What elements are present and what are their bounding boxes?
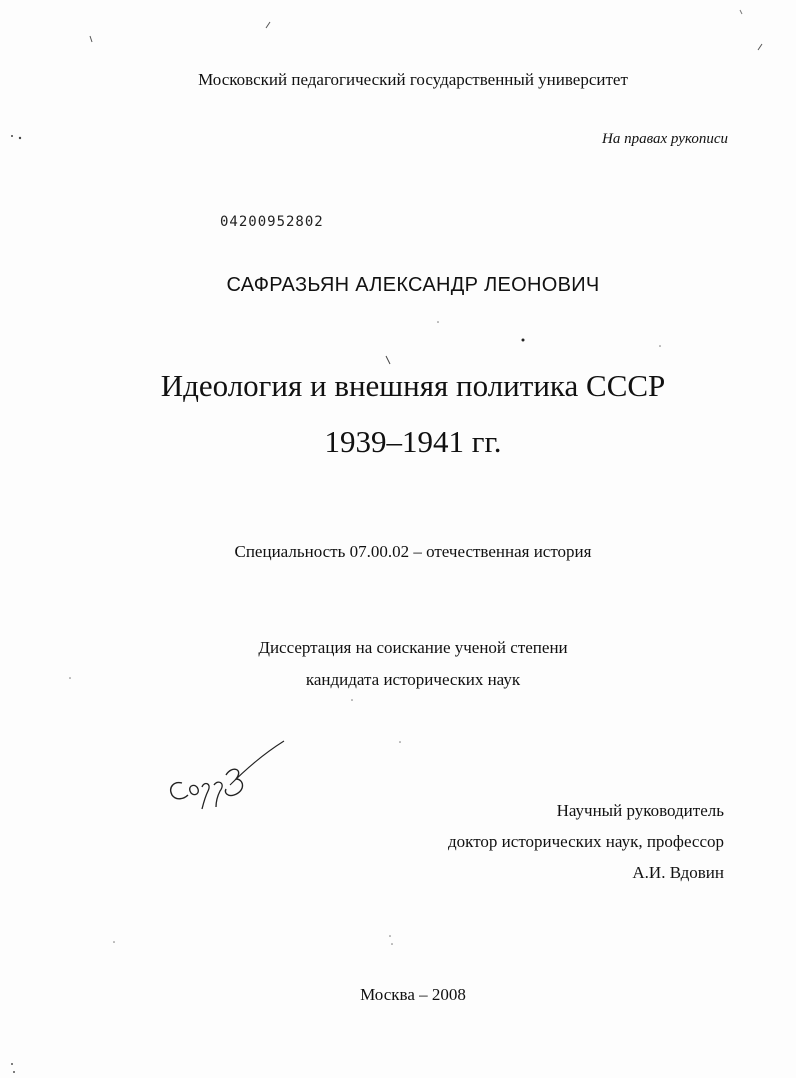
city-year: Москва – 2008 xyxy=(360,985,466,1004)
supervisor-degree: доктор исторических наук, профессор xyxy=(448,832,724,851)
manuscript-note: На правах рукописи xyxy=(602,131,728,147)
author-name: САФРАЗЬЯН АЛЕКСАНДР ЛЕОНОВИЧ xyxy=(226,274,600,296)
dissertation-title-line1: Идеология и внешняя политика СССР xyxy=(160,368,666,403)
supervisor-block xyxy=(448,795,724,888)
degree-line1: Диссертация на соискание ученой степени xyxy=(258,638,568,657)
dissertation-title-line2: 1939–1941 гг. xyxy=(324,424,502,459)
archive-number: 04200952802 xyxy=(220,214,324,230)
degree-line2: кандидата исторических наук xyxy=(305,670,521,689)
supervisor-name: А.И. Вдовин xyxy=(632,863,724,882)
university-name: Московский педагогический государственный университет xyxy=(198,70,628,89)
supervisor-role: Научный руководитель xyxy=(556,801,724,820)
handwritten-signature xyxy=(160,735,290,815)
specialty: Специальность 07.00.02 – отечественная история xyxy=(234,542,592,561)
